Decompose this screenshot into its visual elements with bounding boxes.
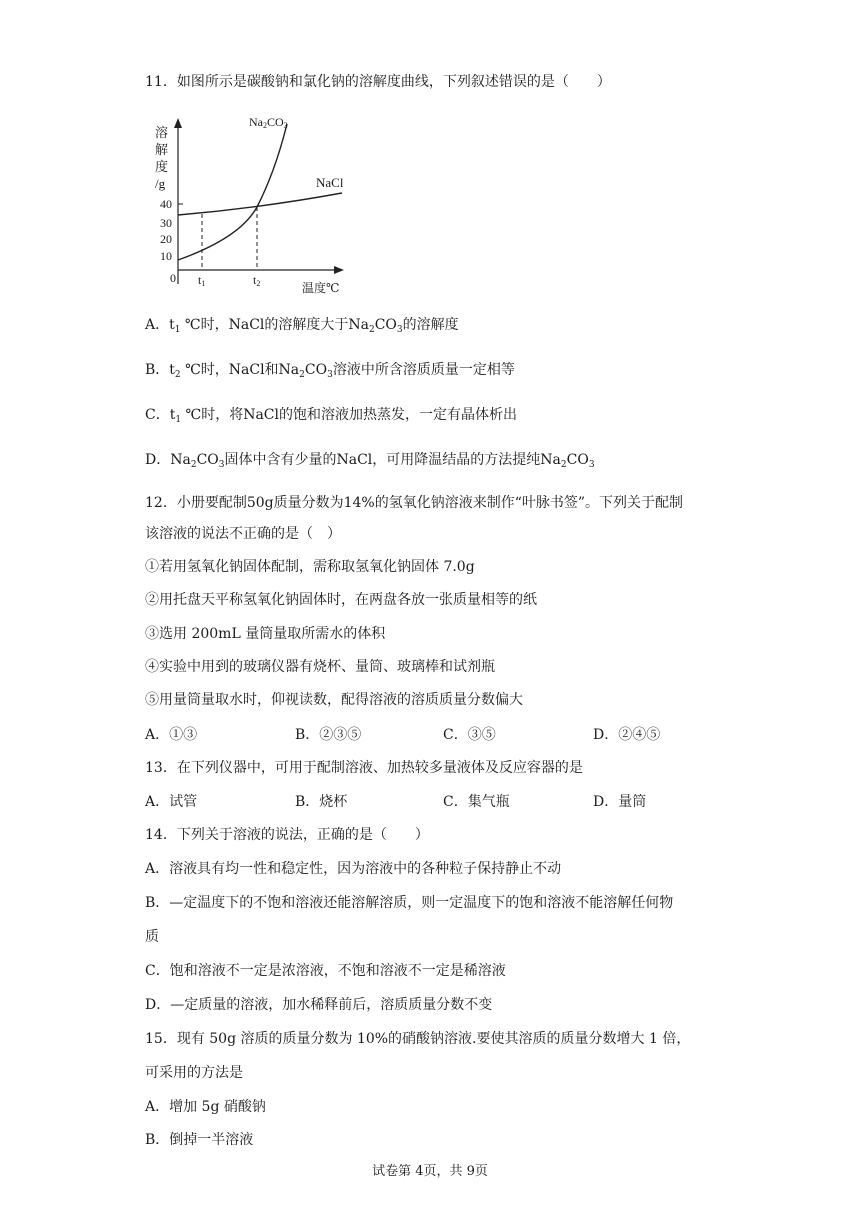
ylabel-char-4: /g <box>155 176 166 191</box>
q12-option-c[interactable]: C．③⑤ <box>443 727 496 743</box>
ylabel-char-2: 解 <box>155 142 169 157</box>
origin-label: 0 <box>170 271 176 285</box>
q13-stem: 13．在下列仪器中，可用于配制溶液、加热较多量液体及反应容器的是 <box>145 760 583 776</box>
q12-option-d[interactable]: D．②④⑤ <box>593 727 661 743</box>
q14-option-a[interactable]: A．溶液具有均一性和稳定性，因为溶液中的各种粒子保持静止不动 <box>145 861 562 877</box>
x-tick-t2: t2 <box>253 273 261 288</box>
x-axis-arrow <box>334 266 344 274</box>
q14-stem: 14．下列关于溶液的说法，正确的是（ ） <box>145 827 429 843</box>
q12-options <box>145 725 745 745</box>
page-footer: 试卷第 4页，共 9页 <box>372 1164 488 1179</box>
ylabel-char-1: 溶 <box>155 125 169 140</box>
q12-stem-line1: 12．小册要配制50g质量分数为14%的氢氧化钠溶液来制作“叶脉书签”。下列关于配制 <box>145 495 684 511</box>
q11-option-c[interactable]: C．$t_1$ ℃时，将NaCl的饱和溶液加热蒸发，一定有晶体析出 <box>145 407 517 425</box>
y-tick-10: 10 <box>160 249 172 263</box>
q13-option-d[interactable]: D．量筒 <box>593 794 647 810</box>
q11-stem: 11．如图所示是碳酸钠和氯化钠的溶解度曲线，下列叙述错误的是（ ） <box>145 74 611 90</box>
ylabel-char-3: 度 <box>155 159 169 174</box>
x-axis-label: 温度℃ <box>302 281 340 295</box>
q12-item-3: ③选用 200mL 量筒量取所需水的体积 <box>145 626 386 642</box>
q15-option-b[interactable]: B．倒掉一半溶液 <box>145 1132 254 1148</box>
q12-option-a[interactable]: A．①③ <box>145 727 198 743</box>
q11-option-b[interactable]: B．$t_2$ ℃时，NaCl和$Na_2CO_3$溶液中所含溶质质量一定相等 <box>145 362 515 380</box>
x-tick-t1: t1 <box>198 273 206 288</box>
q15-stem-line1: 15．现有 50g 溶质的质量分数为 10%的硝酸钠溶液.要使其溶质的质量分数增大 1 倍， <box>145 1031 691 1047</box>
q13-option-b[interactable]: B．烧杯 <box>295 794 348 810</box>
y-axis-arrow <box>174 118 182 128</box>
q15-option-a[interactable]: A．增加 5g 硝酸钠 <box>145 1099 266 1115</box>
q13-options <box>145 792 745 812</box>
q14-option-c[interactable]: C．饱和溶液不一定是浓溶液，不饱和溶液不一定是稀溶液 <box>145 963 506 979</box>
series-label-nacl: NaCl <box>316 175 344 190</box>
series-label-na2co3: Na2CO3 <box>249 115 288 130</box>
q12-item-2: ②用托盘天平称氢氧化钠固体时，在两盘各放一张质量相等的纸 <box>145 592 537 608</box>
y-tick-40: 40 <box>160 197 172 211</box>
q11-option-d[interactable]: D．$Na_2CO_3$固体中含有少量的NaCl，可用降温结晶的方法提纯$Na_2CO_3$ <box>145 452 595 470</box>
q12-item-1: ①若用氢氧化钠固体配制，需称取氢氧化钠固体 7.0g <box>145 559 475 575</box>
x-tick-t1-sub: 1 <box>201 279 206 288</box>
solubility-chart <box>150 110 360 300</box>
q13-option-c[interactable]: C．集气瓶 <box>443 794 510 810</box>
q12-stem-line2: 该溶液的说法不正确的是（ ） <box>145 526 341 542</box>
q14-option-d[interactable]: D．—定质量的溶液，加水稀释前后，溶质质量分数不变 <box>145 997 493 1013</box>
y-tick-20: 20 <box>160 232 172 246</box>
q14-option-b-line2[interactable]: 质 <box>145 929 159 945</box>
q13-option-a[interactable]: A．试管 <box>145 794 198 810</box>
q14-option-b-line1[interactable]: B．—定温度下的不饱和溶液还能溶解溶质，则一定温度下的饱和溶液不能溶解任何物 <box>145 895 674 911</box>
y-tick-30: 30 <box>160 216 172 230</box>
q12-option-b[interactable]: B．②③⑤ <box>295 727 362 743</box>
na2co3-curve <box>178 124 287 260</box>
nacl-curve <box>178 193 342 215</box>
q12-item-4: ④实验中用到的玻璃仪器有烧杯、量筒、玻璃棒和试剂瓶 <box>145 659 495 675</box>
x-tick-t2-sub: 2 <box>256 279 261 288</box>
q12-item-5: ⑤用量筒量取水时，仰视读数，配得溶液的溶质质量分数偏大 <box>145 692 523 708</box>
q15-stem-line2: 可采用的方法是 <box>145 1065 243 1081</box>
q11-option-a[interactable]: A．$t_1$ ℃时，NaCl的溶解度大于$Na_2CO_3$的溶解度 <box>145 317 459 335</box>
